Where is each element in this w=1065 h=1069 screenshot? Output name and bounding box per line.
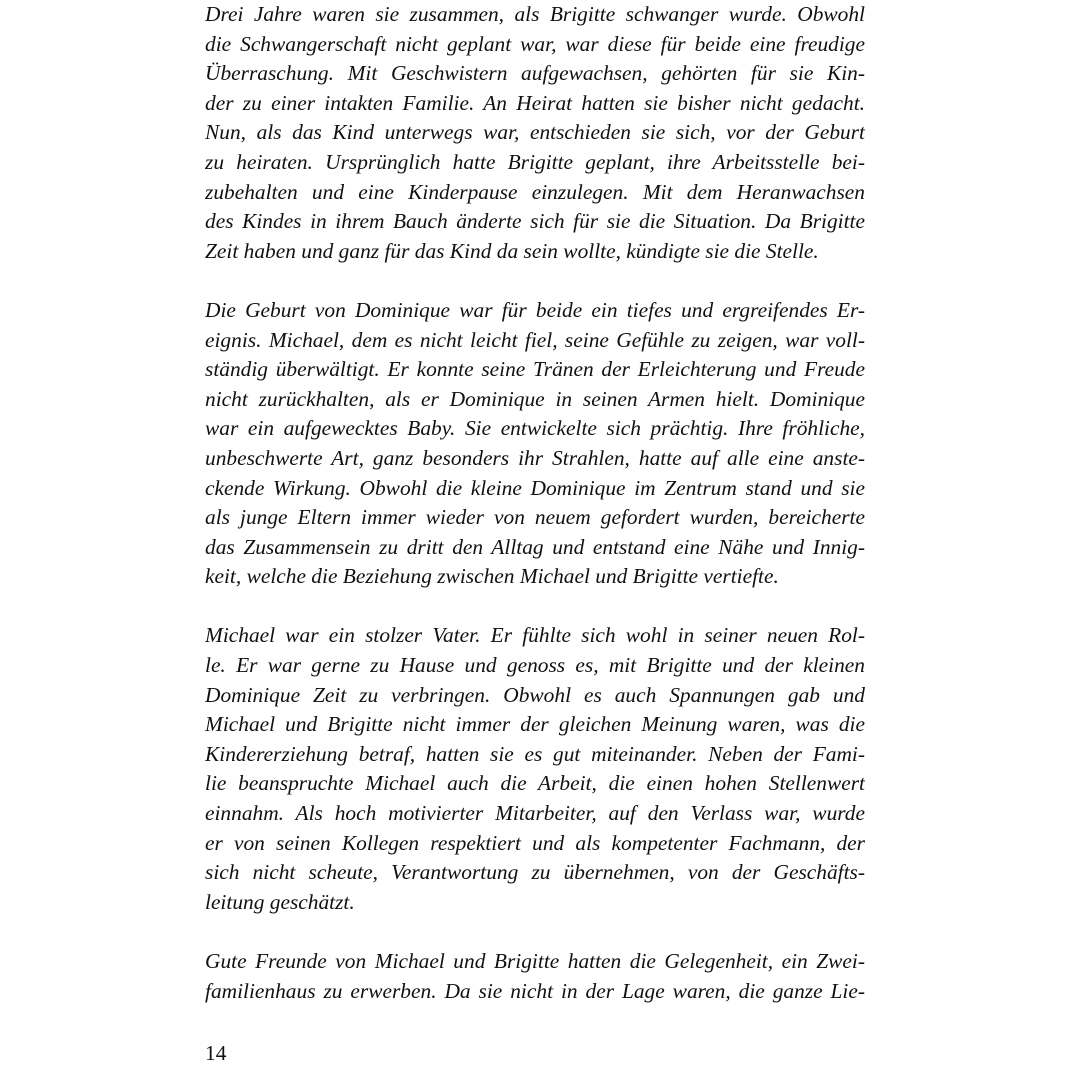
text-line: Michael war ein stolzer Vater. Er fühlte sich wohl in seiner neuen Rol- [205, 623, 865, 648]
text-line: Dominique Zeit zu verbringen. Obwohl es auch Spannungen gab und [205, 682, 865, 707]
text-line: des Kindes in ihrem Bauch änderte sich für sie die Situation. Da Brigitte [205, 209, 865, 234]
text-line: le. Er war gerne zu Hause und genoss es, mit Brigitte und der kleinen [205, 653, 865, 678]
text-line: familienhaus zu erwerben. Da sie nicht in der Lage waren, die ganze Lie- [205, 978, 865, 1003]
text-line: ständig überwältigt. Er konnte seine Tränen der Erleichterung und Freude [205, 357, 865, 382]
text-line: Die Geburt von Dominique war für beide ein tiefes und ergreifendes Er- [205, 297, 865, 322]
text-line: einnahm. Als hoch motivierter Mitarbeiter, auf den Verlass war, wurde [205, 801, 865, 826]
text-line: Gute Freunde von Michael und Brigitte hatten die Gelegenheit, ein Zwei- [205, 949, 865, 973]
text-line: das Zusammensein zu dritt den Alltag und entstand eine Nähe und Innig- [205, 534, 865, 559]
text-line: ckende Wirkung. Obwohl die kleine Dominique im Zentrum stand und sie [205, 475, 865, 500]
paragraph [205, 0, 865, 266]
text-line: die Schwangerschaft nicht geplant war, war diese für beide eine freudige [205, 31, 865, 56]
body-text [205, 0, 865, 1036]
page-number: 14 [205, 1041, 227, 1065]
text-line: Kindererziehung betraf, hatten sie es gut miteinander. Neben der Fami- [205, 741, 865, 766]
text-line: der zu einer intakten Familie. An Heirat hatten sie bisher nicht gedacht. [205, 90, 865, 115]
text-line: er von seinen Kollegen respektiert und als kompetenter Fachmann, der [205, 830, 865, 855]
paragraph [205, 947, 865, 1006]
text-line: keit, welche die Beziehung zwischen Michael und Brigitte vertiefte. [205, 564, 779, 589]
text-line: zu heiraten. Ursprünglich hatte Brigitte geplant, ihre Arbeitsstelle bei- [205, 149, 865, 174]
text-line: sich nicht scheute, Verantwortung zu übernehmen, von der Geschäfts- [205, 860, 865, 885]
text-line: Michael und Brigitte nicht immer der gleichen Meinung waren, was die [205, 712, 865, 737]
text-line: Überraschung. Mit Geschwistern aufgewachsen, gehörten für sie Kin- [205, 61, 865, 86]
text-line: nicht zurückhalten, als er Dominique in seinen Armen hielt. Dominique [205, 386, 865, 411]
text-line: Zeit haben und ganz für das Kind da sein wollte, kündigte sie die Stelle. [205, 238, 819, 263]
text-line: Drei Jahre waren sie zusammen, als Brigitte schwanger wurde. Obwohl [205, 2, 865, 26]
text-line: Nun, als das Kind unterwegs war, entschieden sie sich, vor der Geburt [205, 120, 865, 145]
paragraph [205, 296, 865, 592]
text-line: als junge Eltern immer wieder von neuem gefordert wurden, bereicherte [205, 505, 865, 530]
text-line: leitung geschätzt. [205, 889, 355, 914]
text-line: eignis. Michael, dem es nicht leicht fiel, seine Gefühle zu zeigen, war voll- [205, 327, 865, 352]
text-line: unbeschwerte Art, ganz besonders ihr Strahlen, hatte auf alle eine anste- [205, 445, 865, 470]
text-line: zubehalten und eine Kinderpause einzulegen. Mit dem Heranwachsen [205, 179, 865, 204]
paragraph [205, 621, 865, 917]
text-line: lie beanspruchte Michael auch die Arbeit, die einen hohen Stellenwert [205, 771, 865, 796]
text-line: war ein aufgewecktes Baby. Sie entwickelte sich prächtig. Ihre fröhliche, [205, 416, 865, 441]
